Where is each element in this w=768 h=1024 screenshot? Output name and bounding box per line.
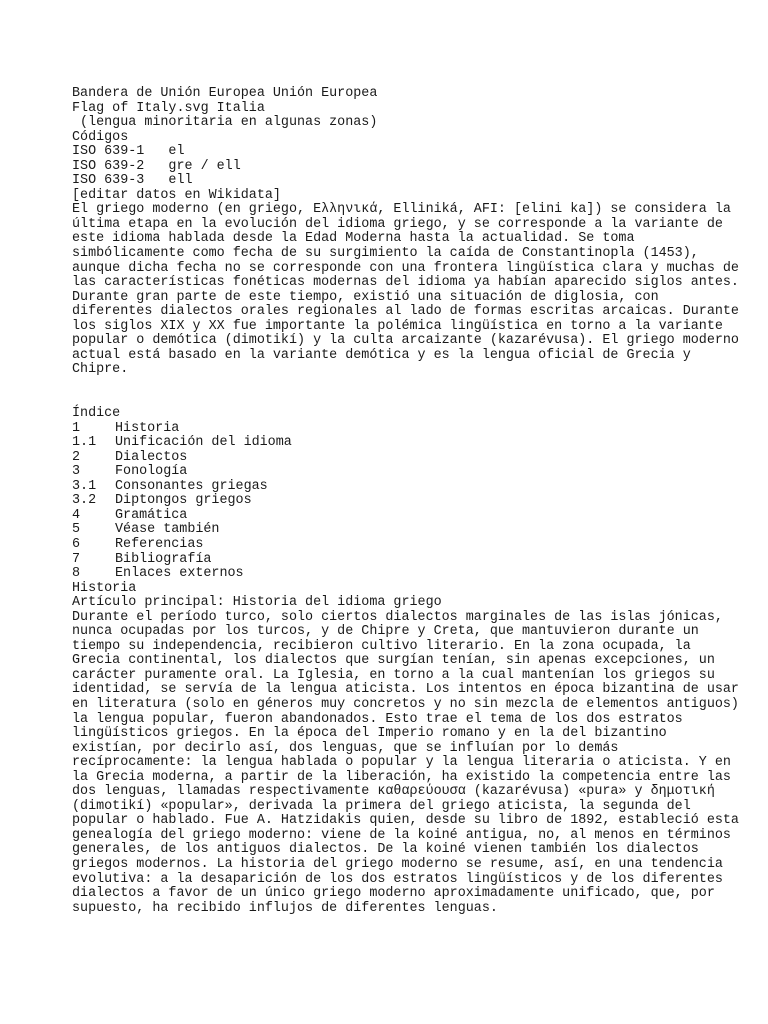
- main-article-link[interactable]: Artículo principal: Historia del idioma griego: [72, 595, 442, 611]
- toc-item-fonologia[interactable]: [72, 465, 712, 480]
- intro-line: simbólicamente como fecha de su surgimiento la caída de Constantinopla (1453),: [72, 246, 699, 262]
- toc-item-label: Véase también: [115, 522, 220, 538]
- toc-item-enlaces-externos[interactable]: [72, 567, 712, 582]
- toc-item-number: 4: [72, 507, 81, 523]
- toc-item-number: 1.1: [72, 435, 97, 451]
- intro-line: Durante gran parte de este tiempo, existió una situación de diglosia, con: [72, 289, 659, 305]
- toc-item-gramatica[interactable]: [72, 509, 712, 524]
- intro-line: este idioma hablada desde la Edad Moderna hasta la actualidad. Se toma: [72, 231, 635, 247]
- infobox-iso-639-1: ISO 639-1 el: [72, 144, 185, 160]
- toc-item-number: 3.1: [72, 478, 97, 494]
- historia-line: evolutiva: a la desaparición de los dos estratos lingüísticos y de los diferentes: [72, 871, 723, 887]
- toc-item-dialectos[interactable]: [72, 451, 712, 466]
- historia-line: la Grecia moderna, a partir de la liberación, ha existido la competencia entre las: [72, 769, 731, 785]
- intro-line: las características fonéticas modernas del idioma ya habían aparecido siglos antes.: [72, 275, 739, 291]
- historia-section: [72, 580, 739, 917]
- intro-line: actual está basado en la variante demótica y es la lengua oficial de Grecia y: [72, 347, 691, 363]
- historia-line: genealogía del griego moderno: viene de la koiné antigua, no, al menos en términos: [72, 827, 731, 843]
- intro-line: última etapa en la evolución del idioma griego, y se corresponde a la variante de: [72, 216, 723, 232]
- intro-line: aunque dicha fecha no se corresponde con una frontera lingüística clara y muchas de: [72, 260, 739, 276]
- historia-line: recíprocamente: la lengua hablada o popular y la lengua literaria o aticista. Y en: [72, 755, 731, 771]
- historia-line: existían, por decirlo así, dos lenguas, que se influían por lo demás: [72, 740, 619, 756]
- toc-item-unificacion[interactable]: [72, 436, 712, 451]
- historia-line: carácter puramente oral. La Iglesia, en torno a la cual mantenían los griegos su: [72, 667, 715, 683]
- toc-item-label: Referencias: [115, 536, 204, 552]
- toc-item-number: 3.2: [72, 493, 97, 509]
- historia-line: Grecia continental, los dialectos que surgían tenían, sin apenas excepciones, un: [72, 653, 715, 669]
- toc-item-number: 8: [72, 566, 81, 582]
- infobox-iso-639-3: ISO 639-3 ell: [72, 173, 193, 189]
- infobox-codes-heading: Códigos: [72, 129, 129, 145]
- intro-line: diferentes dialectos orales regionales al lado de formas escritas arcaicas. Durante: [72, 304, 739, 320]
- toc-item-consonantes[interactable]: [72, 480, 712, 495]
- edit-wikidata-link[interactable]: [editar datos en Wikidata]: [72, 187, 281, 203]
- historia-line: identidad, se servía de la lengua aticista. Los intentos en época bizantina de usar: [72, 682, 739, 698]
- toc-item-number: 7: [72, 551, 81, 567]
- historia-line: tiempo su independencia, recibieron cultivo literario. En la zona ocupada, la: [72, 638, 691, 654]
- toc-item-number: 6: [72, 536, 81, 552]
- section-spacer: [72, 378, 712, 407]
- intro-line: Chipre.: [72, 362, 129, 378]
- section-heading-historia: Historia: [72, 580, 137, 596]
- historia-line: griegos modernos. La historia del griego moderno se resume, así, en una tendencia: [72, 856, 723, 872]
- toc-item-label: Unificación del idioma: [115, 435, 292, 451]
- toc-item-label: Enlaces externos: [115, 566, 244, 582]
- historia-line: Durante el período turco, solo ciertos dialectos marginales de las islas jónicas,: [72, 609, 723, 625]
- infobox-flag-line-eu: Bandera de Unión Europea Unión Europea: [72, 86, 378, 101]
- toc-item-referencias[interactable]: [72, 538, 712, 553]
- intro-line: los siglos XIX y XX fue importante la polémica lingüística en torno a la variante: [72, 318, 723, 334]
- toc-item-label: Bibliografía: [115, 551, 212, 567]
- toc-item-number: 1: [72, 420, 81, 436]
- document-body: [72, 86, 739, 916]
- infobox-flag-line-italy: Flag of Italy.svg Italia: [72, 100, 265, 116]
- historia-line: dialectos a favor de un único griego moderno aproximadamente unificado, que, por: [72, 886, 715, 902]
- toc-item-vease-tambien[interactable]: [72, 523, 712, 538]
- toc-item-number: 5: [72, 522, 81, 538]
- toc-item-diptongos[interactable]: [72, 494, 712, 509]
- historia-line: popular o hablado. Fue A. Hatzidakis quien, desde su libro de 1892, estableció esta: [72, 813, 739, 829]
- intro-line: El griego moderno (en griego, Ελληνικά, Elliniká, AFI: [elini ka]) se considera la: [72, 202, 731, 218]
- historia-line: (dimotikí) «popular», derivada la primera del griego aticista, la segunda del: [72, 798, 691, 814]
- toc-item-number: 3: [72, 464, 81, 480]
- toc-item-label: Gramática: [115, 507, 188, 523]
- toc-item-bibliografia[interactable]: [72, 553, 712, 568]
- historia-line: supuesto, ha recibido influjos de diferentes lenguas.: [72, 900, 498, 916]
- infobox-note-line: (lengua minoritaria en algunas zonas): [72, 115, 378, 131]
- toc-item-label: Dialectos: [115, 449, 188, 465]
- historia-line: en literatura (solo en géneros muy concretos y no sin mezcla de elementos antiguos): [72, 696, 739, 712]
- toc-title: Índice: [72, 406, 121, 422]
- toc-item-number: 2: [72, 449, 81, 465]
- historia-line: lingüísticos griegos. En la época del Imperio romano y en la del bizantino: [72, 726, 667, 742]
- toc-item-historia[interactable]: [72, 422, 712, 437]
- toc-item-label: Fonología: [115, 464, 188, 480]
- toc-item-label: Historia: [115, 420, 180, 436]
- historia-line: dos lenguas, llamadas respectivamente καθαρεύουσα (kazarévusa) «pura» y δημοτική: [72, 784, 715, 800]
- table-of-contents: [72, 407, 712, 582]
- intro-line: popular o demótica (dimotikí) y la culta arcaizante (kazarévusa). El griego moderno: [72, 333, 739, 349]
- toc-item-label: Diptongos griegos: [115, 493, 252, 509]
- historia-line: generales, de los antiguos dialectos. De la koiné vienen también los dialectos: [72, 842, 699, 858]
- infobox-iso-639-2: ISO 639-2 gre / ell: [72, 158, 241, 174]
- historia-line: nunca ocupadas por los turcos, y de Chipre y Creta, que mantuvieron durante un: [72, 624, 699, 640]
- historia-line: la lengua popular, fueron abandonados. Esto trae el tema de los dos estratos: [72, 711, 683, 727]
- intro-paragraph: [72, 202, 739, 378]
- toc-item-label: Consonantes griegas: [115, 478, 268, 494]
- language-infobox: [72, 87, 712, 203]
